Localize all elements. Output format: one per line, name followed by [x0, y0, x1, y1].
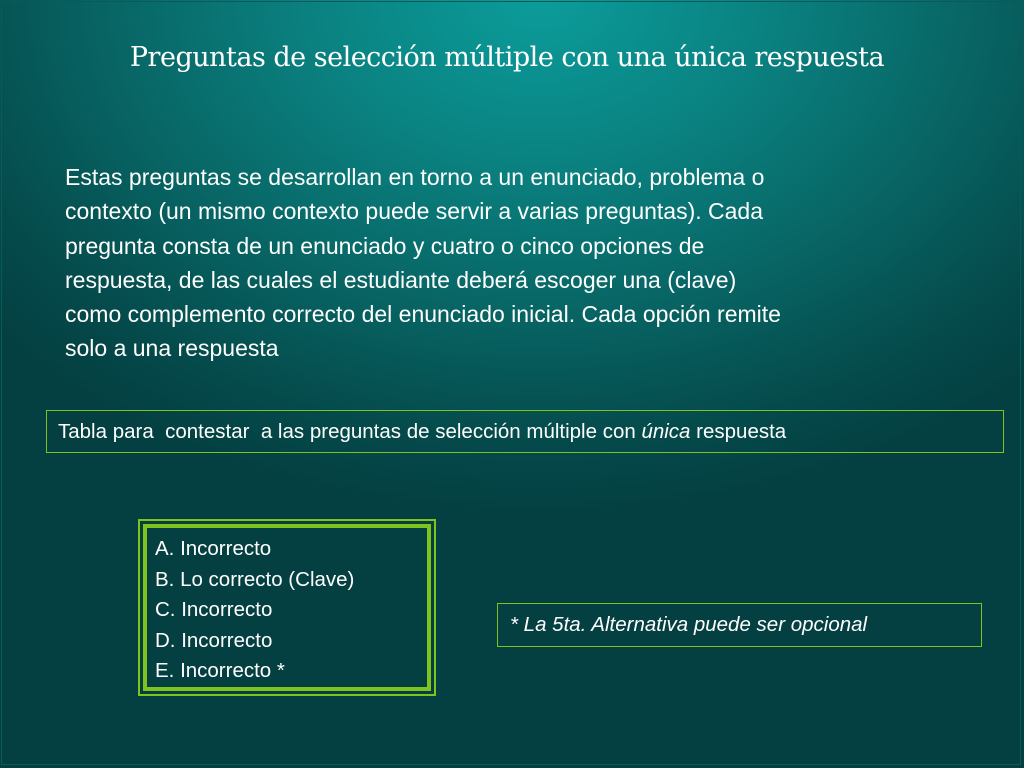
option-b: B. Lo correcto (Clave)	[155, 567, 355, 591]
option-e: E. Incorrecto *	[155, 659, 285, 682]
option-a: A. Incorrecto	[155, 537, 272, 560]
slide-title: Preguntas de selección múltiple con una única respuesta	[129, 42, 885, 73]
intro-paragraph	[65, 160, 965, 366]
option-c: C. Incorrecto	[155, 598, 273, 621]
paragraph-line: solo a una respuesta	[65, 335, 279, 362]
answer-options-box	[138, 519, 436, 696]
paragraph-line: contexto (un mismo contexto puede servir a varias preguntas). Cada	[65, 198, 764, 225]
paragraph-line: pregunta consta de un enunciado y cuatro o cinco opciones de	[65, 232, 705, 259]
optional-note-box: * La 5ta. Alternativa puede ser opcional	[497, 603, 982, 647]
paragraph-line: Estas preguntas se desarrollan en torno a un enunciado, problema o	[65, 164, 765, 190]
table-caption-text-end: respuesta	[690, 420, 787, 443]
answer-options-inner	[143, 524, 431, 691]
option-d: D. Incorrecto	[155, 628, 273, 652]
table-caption-text: Tabla para contestar a las preguntas de selección múltiple con	[58, 420, 642, 443]
paragraph-line: como complemento correcto del enunciado inicial. Cada opción remite	[65, 301, 781, 328]
table-caption-box	[46, 410, 1004, 453]
paragraph-line: respuesta, de las cuales el estudiante deberá escoger una (clave)	[65, 266, 737, 293]
table-caption-emphasis: única	[641, 420, 691, 443]
slide	[1, 1, 1021, 765]
